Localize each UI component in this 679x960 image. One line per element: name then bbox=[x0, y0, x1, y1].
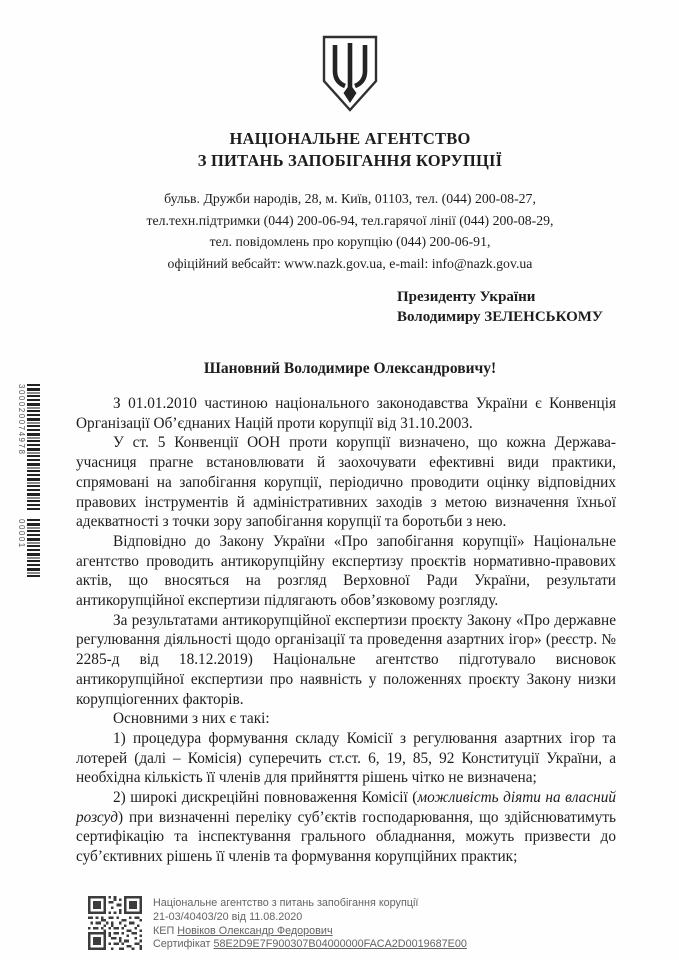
addressee-name: Володимиру ЗЕЛЕНСЬКОМУ bbox=[397, 309, 603, 325]
agency-name bbox=[40, 128, 660, 172]
agency-name-line2: З ПИТАНЬ ЗАПОБІГАННЯ КОРУПЦІЇ bbox=[197, 151, 503, 170]
barcode-block-top bbox=[17, 384, 40, 510]
stamp-text bbox=[153, 896, 467, 952]
paragraph-law-expertise: Відповідно до Закону України «Про запобігання корупції» Національне агентство проводить антикорупційну експертизу проєктів нормативно-правових актів, що вносяться на розгляд Верховної Ради України, результати антикорупційної експертизи підлягають обов’язковому розгляду. bbox=[76, 532, 616, 610]
stamp-kep-label: КЕП bbox=[153, 924, 178, 937]
contact-line: офіційний вебсайт: www.nazk.gov.ua, e-mail: info@nazk.gov.ua bbox=[167, 255, 533, 271]
paragraph-un-article5: У ст. 5 Конвенції ООН проти корупції визначено, що кожна Держава-учасниця прагне встановлювати й заохочувати ефективні види практики, спрямовані на запобігання корупції, періодично проводити оцінку відповідних правових інструментів й адміністративних заходів з метою визначення їхньої адекватності з точки зору запобігання корупції та боротьби з нею. bbox=[76, 434, 616, 531]
agency-contact-info bbox=[40, 188, 660, 274]
salutation: Шановний Володимире Олександровичу! bbox=[203, 360, 497, 377]
stamp-org: Національне агентство з питань запобігання корупції bbox=[153, 897, 419, 909]
letterhead bbox=[40, 34, 660, 274]
paragraph-expertise-results: За результатами антикорупційної експертизи проєкту Закону «Про державне регулювання діяльності щодо організації та проведення азартних ігор» (реєстр. № 2285-д від 18.12.2019) Національне агентство підготувало висновок антикорупційної експертизи про наявність у положеннях проєкту Закону низки корупціогенних факторів. bbox=[76, 611, 616, 708]
stamp-cert-number: 58E2D9E7F900307B04000000FACA2D0019687E00 bbox=[213, 938, 467, 951]
barcode-block-bottom bbox=[17, 519, 40, 577]
stamp-cert-label: Сертифікат bbox=[153, 938, 214, 951]
stamp-certificate bbox=[153, 938, 467, 952]
stamp-signer bbox=[153, 925, 467, 939]
contact-line: бульв. Дружби народів, 28, м. Київ, 01103, тел. (044) 200-08-27, bbox=[164, 191, 536, 206]
barcode-bars-top bbox=[27, 384, 40, 510]
signature-stamp bbox=[88, 896, 467, 952]
registration-barcode bbox=[17, 384, 40, 577]
barcode-bars-bottom bbox=[27, 519, 40, 577]
list-item-2-prefix: 2) широкі дискреційні повноваження Комісії ( bbox=[113, 789, 418, 807]
list-item-2-suffix: ) при визначенні переліку суб’єктів господарювання, що здійснюватимуть сертифікацію та інспектування грального обладнання, можуть призвести до суб’єктивних рішень її членів та формування корупційних практик; bbox=[76, 808, 616, 866]
paragraph-convention: З 01.01.2010 частиною національного законодавства України є Конвенція Організації Об’єднаних Націй проти корупції від 31.10.2003. bbox=[76, 395, 616, 432]
barcode-number-bottom: 00001 bbox=[17, 519, 26, 549]
stamp-ref-number: 21-03/40403/20 від 11.08.2020 bbox=[153, 910, 303, 923]
contact-line: тел.техн.підтримки (044) 200-06-94, тел.гарячої лінії (044) 200-08-29, bbox=[146, 212, 554, 228]
list-item-2 bbox=[76, 788, 616, 867]
addressee-title: Президенту України bbox=[397, 289, 536, 305]
contact-line: тел. повідомлень про корупцію (044) 200-06-91, bbox=[209, 234, 491, 249]
qr-code-icon bbox=[88, 896, 142, 950]
list-item-1 bbox=[76, 729, 616, 788]
stamp-signer-name: Новіков Олександр Федорович bbox=[177, 924, 333, 937]
agency-name-line1: НАЦІОНАЛЬНЕ АГЕНТСТВО bbox=[229, 129, 471, 148]
barcode-number-top: 300020074978 bbox=[17, 384, 26, 456]
ukraine-trident-emblem-icon bbox=[314, 34, 386, 114]
paragraph-list-intro: Основними з них є такі: bbox=[113, 710, 270, 728]
letter-body bbox=[76, 394, 616, 867]
list-item-2-italic: можливість діяти на власний розсуд bbox=[76, 789, 617, 826]
list-item-1-text: 1) процедура формування складу Комісії з регулювання азартних ігор та лотерей (далі – Комісія) суперечить ст.ст. 6, 19, 85, 92 Конституції України, а необхідна кількість її членів для прийняття рішень чітко не визначена; bbox=[76, 729, 616, 787]
addressee-block bbox=[397, 287, 603, 327]
